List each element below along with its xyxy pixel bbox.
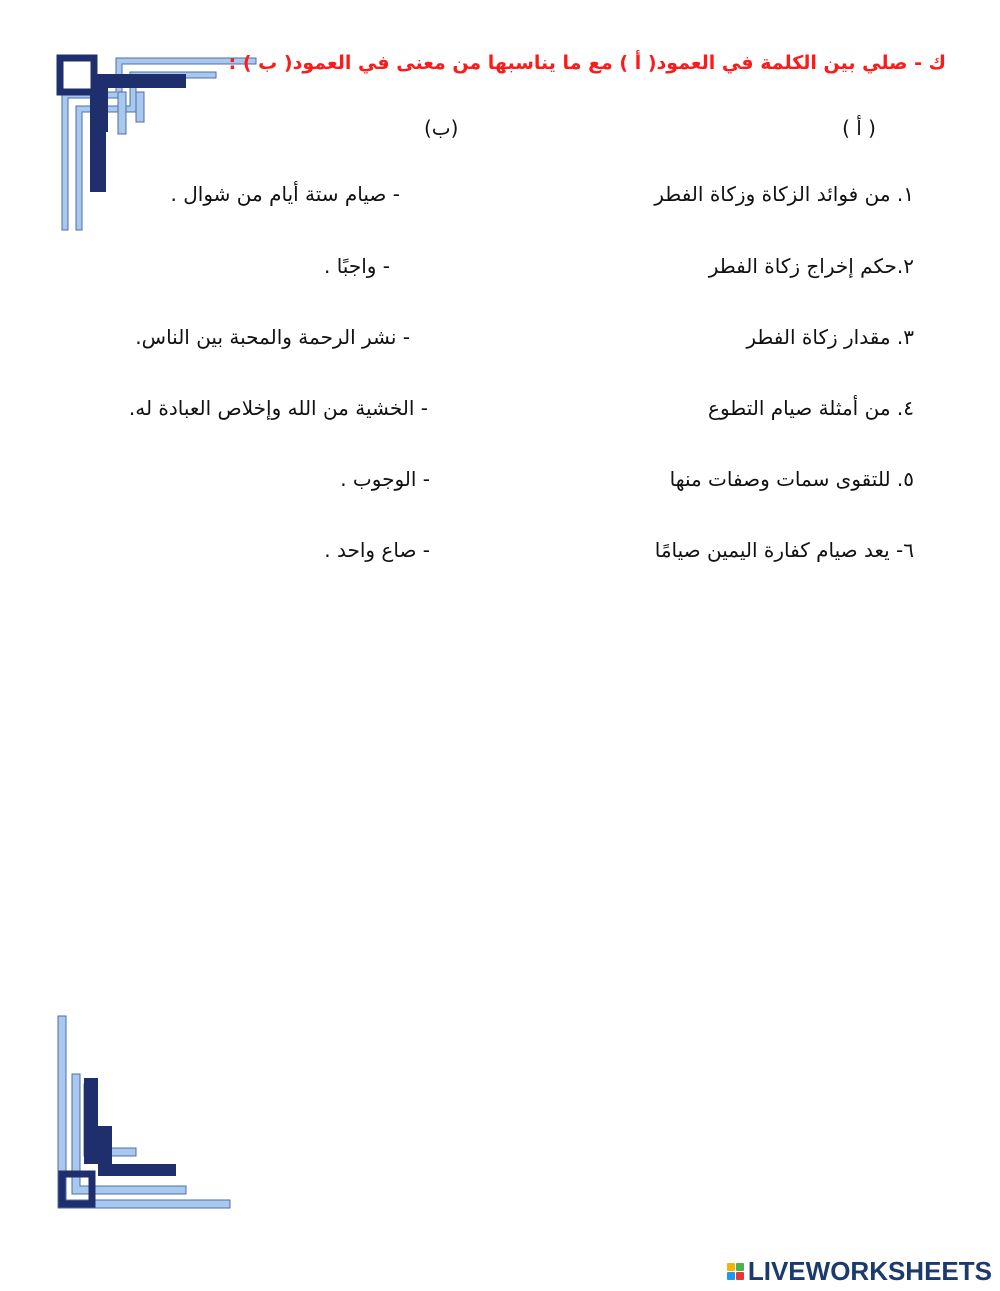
column-b-item-6[interactable]: - صاع واحد . [324, 538, 430, 562]
logo-squares-icon [727, 1263, 744, 1280]
column-a-item-2[interactable]: ٢.حكم إخراج زكاة الفطر [708, 254, 914, 278]
column-a-header: ( أ ) [842, 116, 876, 140]
column-a-item-1[interactable]: ١. من فوائد الزكاة وزكاة الفطر [654, 182, 914, 206]
column-b-header: (ب) [424, 116, 459, 140]
column-b-item-4[interactable]: - الخشية من الله وإخلاص العبادة له. [128, 396, 428, 420]
column-a-item-3[interactable]: ٣. مقدار زكاة الفطر [746, 325, 914, 349]
liveworksheets-logo [727, 1256, 992, 1286]
column-a-item-6[interactable]: ٦- يعد صيام كفارة اليمين صيامًا [654, 538, 914, 562]
column-b-item-5[interactable]: - الوجوب . [340, 467, 430, 491]
corner-ornament-top [56, 52, 261, 234]
column-a-item-5[interactable]: ٥. للتقوى سمات وصفات منها [669, 467, 914, 491]
column-a-item-4[interactable]: ٤. من أمثلة صيام التطوع [708, 396, 914, 420]
instruction-title: ك - صلي بين الكلمة في العمود( أ ) مع ما يناسبها من معنى في العمود( ب ) : [228, 52, 946, 74]
logo-text: LIVEWORKSHEETS [747, 1255, 992, 1286]
column-b-item-1[interactable]: - صيام ستة أيام من شوال . [170, 182, 400, 206]
corner-ornament-bottom [56, 1014, 234, 1212]
column-b-item-2[interactable]: - واجبًا . [324, 254, 390, 278]
column-b-item-3[interactable]: - نشر الرحمة والمحبة بين الناس. [135, 325, 410, 349]
